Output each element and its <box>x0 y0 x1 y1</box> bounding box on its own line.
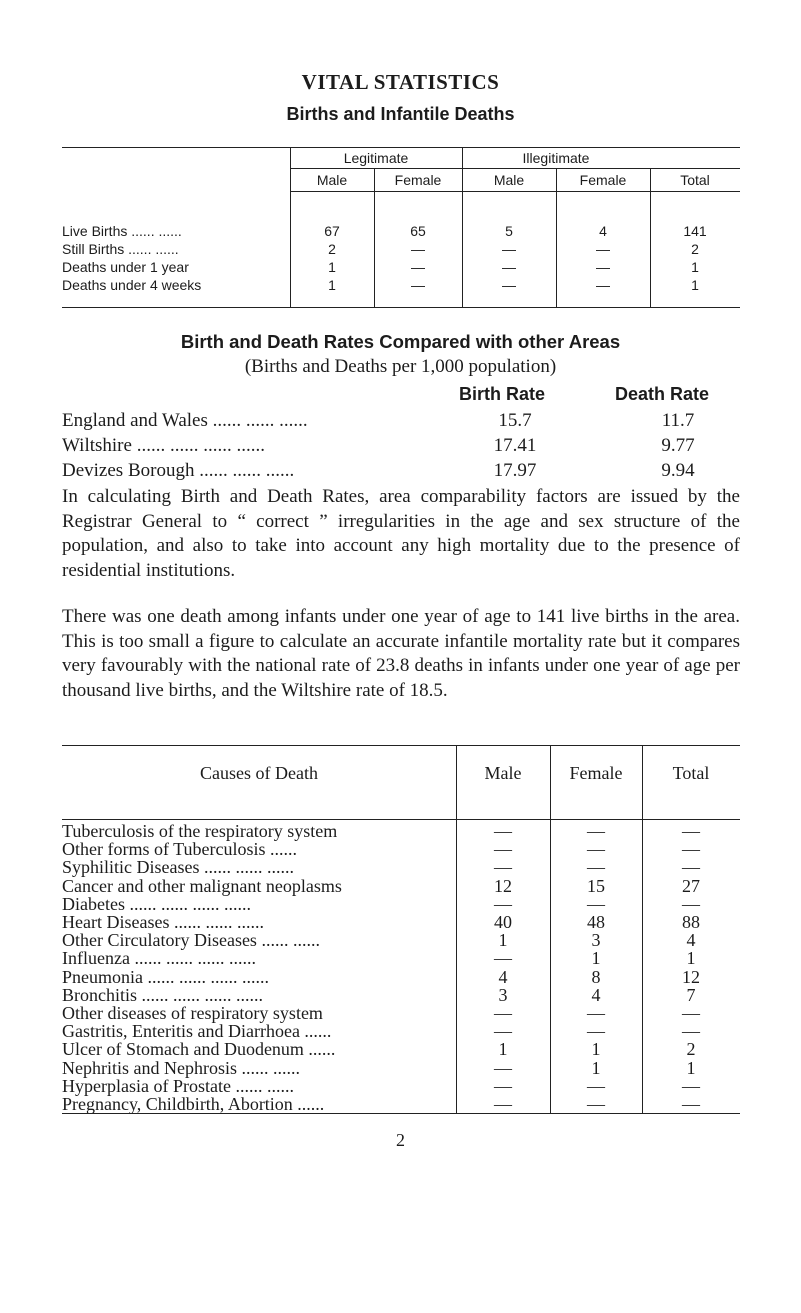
female-value: 4 <box>591 984 601 1005</box>
cause-label: Nephritis and Nephrosis ...... ...... <box>62 1057 300 1078</box>
area-label: England and Wales ...... ...... ...... <box>62 410 308 431</box>
cause-label: Diabetes ...... ...... ...... ...... <box>62 893 251 914</box>
female-value: — <box>587 1094 605 1114</box>
female-value: — <box>587 839 605 860</box>
total-value: 4 <box>686 930 696 951</box>
table-rule <box>62 307 740 308</box>
cell: — <box>596 277 610 293</box>
birth-rate-value: 15.7 <box>498 410 532 431</box>
total-value: 1 <box>686 948 696 969</box>
birth-rate-value: 17.97 <box>493 460 537 481</box>
cause-label: Cancer and other malignant neoplasms <box>62 875 342 896</box>
birth-rate-value: 17.41 <box>493 435 537 456</box>
cell: 4 <box>599 223 607 239</box>
male-value: — <box>494 1021 512 1042</box>
table-rule <box>290 191 740 192</box>
section-title-rates: Birth and Death Rates Compared with other Areas <box>180 331 621 352</box>
total-value: — <box>682 1021 700 1042</box>
total-value: — <box>682 821 700 841</box>
female-value: — <box>587 821 605 841</box>
female-value: 48 <box>587 912 605 932</box>
row-label: Live Births ...... ...... <box>62 223 182 239</box>
total-value: 12 <box>682 966 700 987</box>
header-female: Female <box>569 763 623 783</box>
page-number: 2 <box>396 1130 405 1150</box>
male-value: 1 <box>498 930 508 951</box>
female-value: 1 <box>591 1039 601 1060</box>
male-value: — <box>494 1057 512 1078</box>
cause-label: Bronchitis ...... ...... ...... ...... <box>62 984 263 1005</box>
cause-label: Influenza ...... ...... ...... ...... <box>62 948 256 969</box>
female-value: 3 <box>591 930 601 951</box>
paragraph-comparability: In calculating Birth and Death Rates, area comparability factors are issued by the Registrar General to “ correct ” irregularities in the age and sex structure of the population, and also to take into account any high mortality due to the presence of residential institutions. <box>62 486 740 581</box>
header-illegit-male: Male <box>493 172 525 188</box>
table-rule <box>62 745 740 746</box>
male-value: — <box>494 839 512 860</box>
paragraph-infant-mortality: There was one death among infants under one year of age to 141 live births in the area. This is too small a figure to calculate an accurate infantile mortality rate but it compares very favourably with the national rate of 23.8 deaths in infants under one year of age per thousand live births, and the Wiltshire rate of 18.5. <box>62 606 740 701</box>
cell: — <box>411 277 425 293</box>
death-rate-value: 9.94 <box>661 460 695 481</box>
male-value: 40 <box>494 912 512 932</box>
cell: — <box>596 241 610 257</box>
area-label: Wiltshire ...... ...... ...... ...... <box>62 435 265 456</box>
male-value: — <box>494 1003 512 1023</box>
total-value: — <box>682 893 700 914</box>
death-rate-value: 9.77 <box>661 435 695 456</box>
male-value: 1 <box>498 1039 508 1060</box>
cause-label: Hyperplasia of Prostate ...... ...... <box>62 1075 294 1096</box>
cell: 1 <box>328 259 336 275</box>
female-value: — <box>587 893 605 914</box>
area-label: Devizes Borough ...... ...... ...... <box>62 460 295 481</box>
male-value: 4 <box>498 966 508 987</box>
total-value: 1 <box>686 1057 696 1078</box>
cell: — <box>502 259 516 275</box>
header-legit-female: Female <box>394 172 442 188</box>
total-value: — <box>682 1003 700 1023</box>
female-value: 1 <box>591 1057 601 1078</box>
cause-label: Other forms of Tuberculosis ...... <box>62 839 297 860</box>
row-label: Deaths under 1 year <box>62 259 189 275</box>
cause-label: Other Circulatory Diseases ...... ...... <box>62 930 320 951</box>
header-legitimate: Legitimate <box>343 150 409 166</box>
female-value: — <box>587 1075 605 1096</box>
cell: — <box>411 259 425 275</box>
header-illegitimate: Illegitimate <box>522 150 590 166</box>
male-value: — <box>494 948 512 969</box>
cell: 67 <box>324 223 340 239</box>
table-rule <box>290 168 740 169</box>
row-label: Still Births ...... ...... <box>62 241 179 257</box>
female-value: 15 <box>587 875 605 896</box>
header-male: Male <box>484 763 522 783</box>
table-rule <box>62 147 740 148</box>
cell: — <box>411 241 425 257</box>
cell: 65 <box>410 223 426 239</box>
total-value: — <box>682 1094 700 1114</box>
cell: — <box>502 241 516 257</box>
header-cause: Causes of Death <box>200 763 318 783</box>
female-value: — <box>587 857 605 878</box>
female-value: 1 <box>591 948 601 969</box>
total-value: — <box>682 857 700 878</box>
total-value: — <box>682 1075 700 1096</box>
cause-label: Other diseases of respiratory system <box>62 1003 323 1023</box>
header-illegit-female: Female <box>579 172 627 188</box>
cell: 1 <box>328 277 336 293</box>
total-value: — <box>682 839 700 860</box>
cause-label: Pregnancy, Childbirth, Abortion ...... <box>62 1094 325 1114</box>
cause-label: Tuberculosis of the respiratory system <box>62 821 338 841</box>
header-total: Total <box>680 172 710 188</box>
header-birth-rate: Birth Rate <box>459 384 546 404</box>
male-value: — <box>494 1075 512 1096</box>
rates-subtitle: (Births and Deaths per 1,000 population) <box>244 356 557 377</box>
cell: 1 <box>691 259 699 275</box>
header-legit-male: Male <box>316 172 348 188</box>
header-total: Total <box>672 763 710 783</box>
female-value: 8 <box>591 966 601 987</box>
cause-label: Gastritis, Enteritis and Diarrhoea ...... <box>62 1021 332 1042</box>
male-value: — <box>494 1094 512 1114</box>
male-value: 3 <box>498 984 508 1005</box>
cause-label: Ulcer of Stomach and Duodenum ...... <box>62 1039 336 1060</box>
header-death-rate: Death Rate <box>615 384 710 404</box>
female-value: — <box>587 1021 605 1042</box>
table-rule <box>62 819 740 820</box>
table-rule <box>62 1113 740 1114</box>
section-title-births: Births and Infantile Deaths <box>286 104 515 124</box>
cell: 1 <box>691 277 699 293</box>
total-value: 88 <box>682 912 700 932</box>
total-value: 27 <box>682 875 700 896</box>
male-value: — <box>494 821 512 841</box>
page-title: VITAL STATISTICS <box>301 70 500 94</box>
cell: 141 <box>683 223 707 239</box>
cell: 2 <box>691 241 699 257</box>
cause-label: Heart Diseases ...... ...... ...... <box>62 912 264 932</box>
cell: 5 <box>505 223 513 239</box>
cell: — <box>502 277 516 293</box>
male-value: — <box>494 857 512 878</box>
cause-label: Pneumonia ...... ...... ...... ...... <box>62 966 269 987</box>
cell: 2 <box>328 241 336 257</box>
female-value: — <box>587 1003 605 1023</box>
cell: — <box>596 259 610 275</box>
male-value: 12 <box>494 875 512 896</box>
cause-label: Syphilitic Diseases ...... ...... ...... <box>62 857 294 878</box>
total-value: 7 <box>686 984 696 1005</box>
death-rate-value: 11.7 <box>661 410 695 431</box>
total-value: 2 <box>686 1039 696 1060</box>
male-value: — <box>494 893 512 914</box>
row-label: Deaths under 4 weeks <box>62 277 202 293</box>
